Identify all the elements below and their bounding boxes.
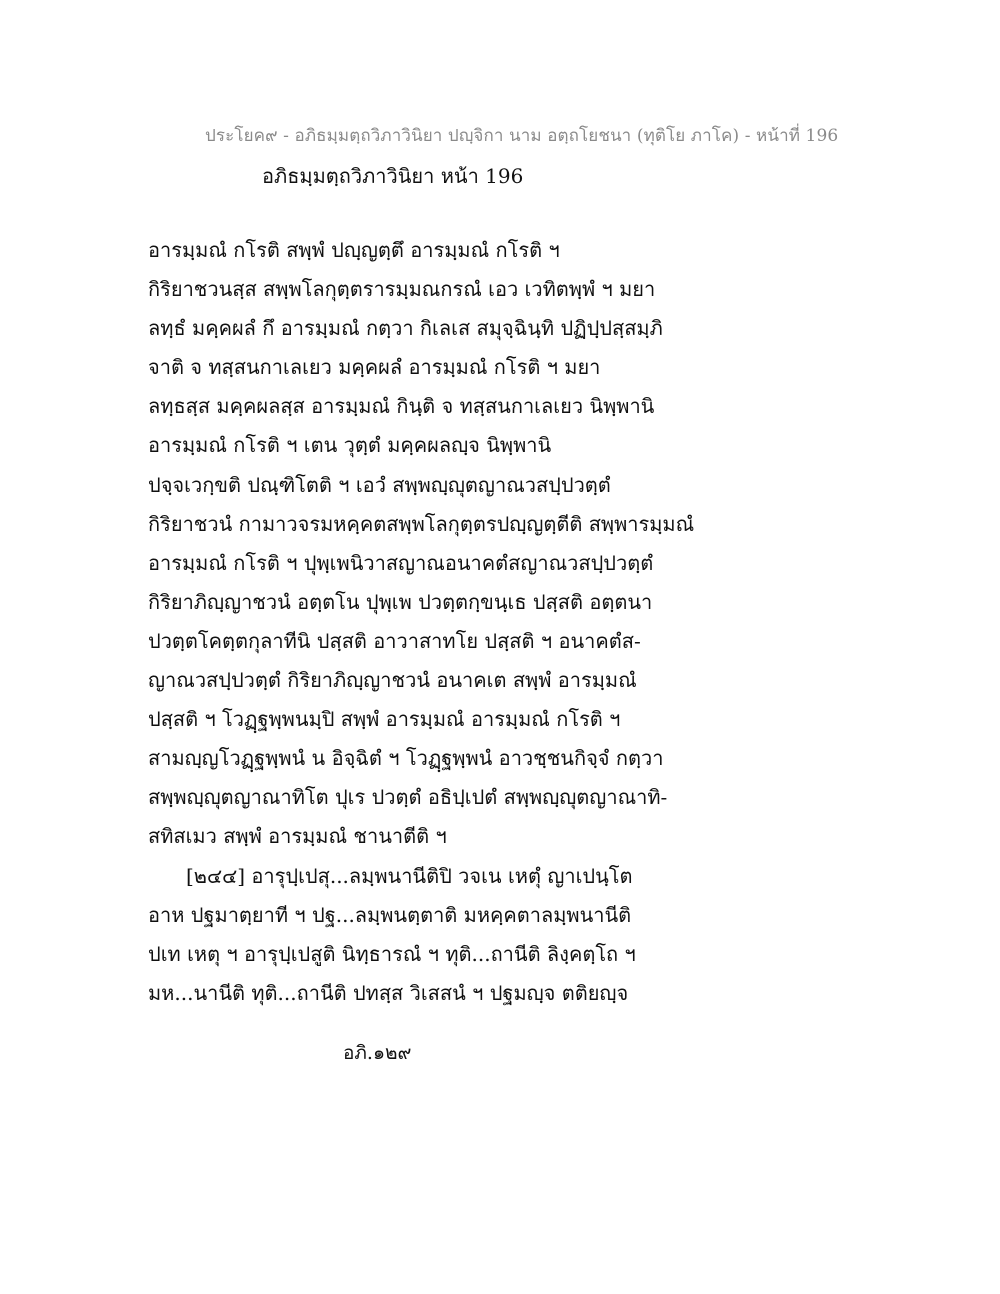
text-line: ปวตฺตโคตฺตกุลาทีนิ ปสฺสติ อาวาสาทโย ปสฺสติ ฯ อนาคตํส-	[148, 628, 641, 653]
text-line: ปสฺสติ ฯ โวฏฺฐพฺพนมฺปิ สพฺพํ อารมฺมณํ อารมฺมณํ กโรติ ฯ	[148, 707, 621, 732]
book-title: อภิธมฺมตฺถวิภาวินิยา หน้า 196	[262, 164, 524, 188]
text-line: กิริยาชวนํ กามาวจรมหคฺคตสพฺพโลกุตฺตรปญฺญตฺตีติ สพฺพารมฺมณํ	[148, 511, 695, 536]
text-line: สทิสเมว สพฺพํ อารมฺมณํ ชานาตีติ ฯ	[148, 824, 447, 849]
text-line: อารมฺมณํ กโรติ ฯ ปุพฺเพนิวาสญาณอนาคตํสญาณวสปฺปวตฺตํ	[148, 550, 654, 575]
body-text	[148, 231, 695, 1013]
text-line: ลทฺธํ มคฺคผลํ กึ อารมฺมณํ กตฺวา กิเลเส สมุจฺฉินฺทิ ปฏิปฺปสฺสมฺภิ	[148, 316, 663, 341]
running-header: ประโยค๙ - อภิธมฺมตฺถวิภาวินิยา ปญฺจิกา นาม อตฺถโยชนา (ทุติโย ภาโค) - หน้าที่ 196	[205, 126, 839, 146]
paragraph-start-line: [๒๔๔] อารุปฺเปสุ...ลมฺพนานีติปิ วจเน เหตุํ ญาเปนฺโต	[186, 863, 633, 888]
text-line: สพฺพญฺญุตญาณาทิโต ปุเร ปวตฺตํ อธิปฺเปตํ สพฺพญฺญุตญาณาทิ-	[148, 785, 668, 810]
text-line: สามญฺญโวฏฺฐพฺพนํ น อิจฺฉิตํ ฯ โวฏฺฐพฺพนํ อาวชฺชนกิจฺจํ กตฺวา	[148, 746, 664, 771]
text-line: กิริยาภิญฺญาชวนํ อตฺตโน ปุพฺเพ ปวตฺตกฺขนฺเธ ปสฺสติ อตฺตนา	[148, 589, 653, 614]
text-line: ปจฺจเวกฺขติ ปณฺฑิโตติ ฯ เอวํ สพฺพญฺญุตญาณวสปฺปวตฺตํ	[148, 472, 611, 497]
text-line: อารมฺมณํ กโรติ ฯ เตน วุตฺตํ มคฺคผลญฺจ นิพฺพานิ	[148, 433, 552, 458]
text-line: จาติ จ ทสฺสนกาเลเยว มคฺคผลํ อารมฺมณํ กโรติ ฯ มยา	[148, 355, 601, 380]
text-line: กิริยาชวนสฺส สพฺพโลกุตฺตรารมฺมณกรณํ เอว เวทิตพฺพํ ฯ มยา	[148, 277, 656, 302]
text-line: ญาณวสปฺปวตฺตํ กิริยาภิญฺญาชวนํ อนาคเต สพฺพํ อารมฺมณํ	[148, 668, 637, 693]
text-line: อารมฺมณํ กโรติ สพฺพํ ปญฺญตฺตึ อารมฺมณํ กโรติ ฯ	[148, 238, 560, 262]
text-line: อาห ปฐมาตฺยาที ฯ ปฐ...ลมฺพนตฺตาติ มหคฺคตาลมฺพนานีติ	[148, 902, 632, 927]
text-line: ปเท เหตุ ฯ อารุปฺเปสูติ นิทฺธารณํ ฯ ทุติ...ถานีติ ลิงฺคตฺโถ ฯ	[148, 941, 636, 966]
text-line: ลทฺธสฺส มคฺคผลสฺส อารมฺมณํ กินฺติ จ ทสฺสนกาเลเยว นิพฺพานิ	[148, 394, 655, 419]
page-marker: อภิ.๑๒๙	[343, 1042, 412, 1064]
text-line: มห...นานีติ ทุติ...ถานีติ ปทสฺส วิเสสนํ ฯ ปฐมญฺจ ตติยญฺจ	[148, 980, 629, 1005]
